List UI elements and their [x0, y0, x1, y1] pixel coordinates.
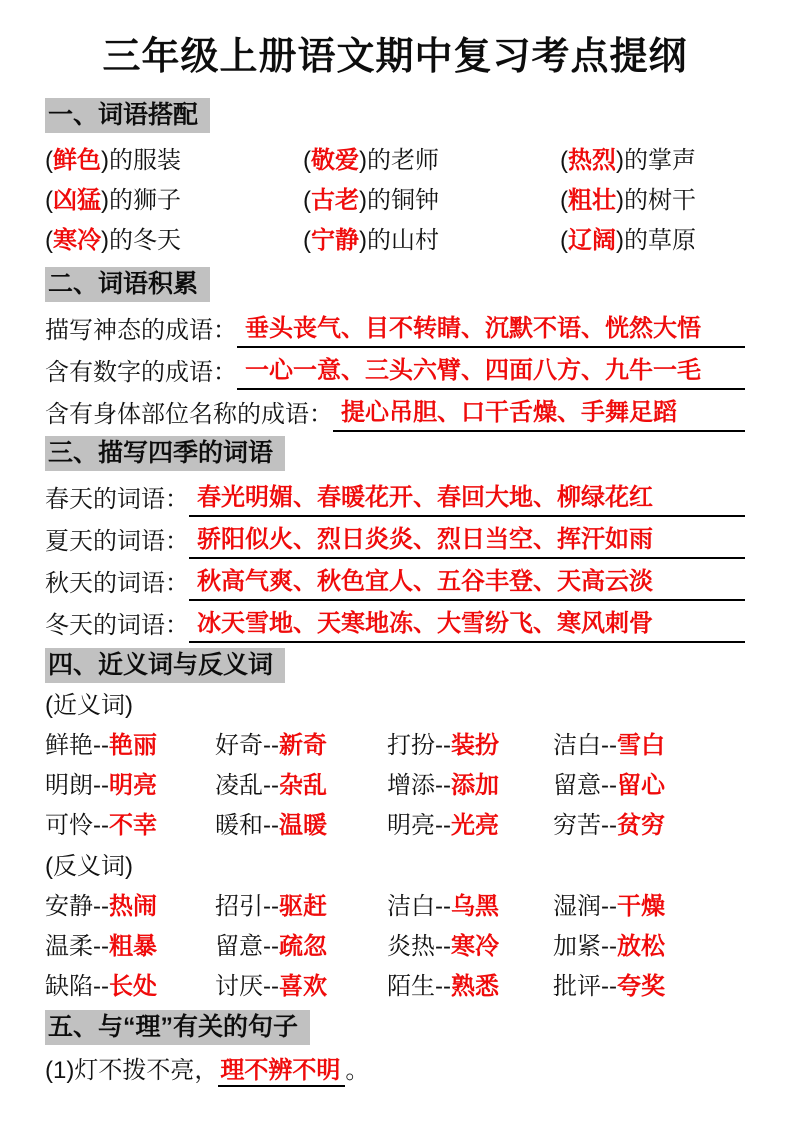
pair-word: 加紧 [553, 932, 601, 960]
pair-rest: )的掌声 [616, 146, 696, 174]
fill-line-label: 冬天的词语： [45, 611, 189, 639]
pair-word: 明亮 [387, 811, 435, 839]
pair-answer: 鲜色 [53, 146, 101, 174]
pair-answer: 热烈 [568, 146, 616, 174]
pair-answer: 粗壮 [568, 186, 616, 214]
word-pair [45, 221, 303, 261]
fill-line-answer: 骄阳似火、烈日炎炎、烈日当空、挥汗如雨 [197, 525, 653, 553]
fill-line-answer: 春光明媚、春暖花开、春回大地、柳绿花红 [197, 483, 653, 511]
synonym-pair [387, 726, 553, 766]
pair-separator: -- [601, 811, 617, 839]
pair-answer: 放松 [616, 932, 665, 960]
synonyms-label: (近义词) [45, 691, 133, 719]
pair-word: 缺陷 [45, 972, 93, 1000]
section-heading-li-sentences: 五、与“理”有关的句子 [45, 1010, 310, 1045]
pair-word: 洁白 [387, 892, 435, 920]
synonym-pair [45, 726, 215, 766]
pair-answer: 添加 [450, 771, 499, 799]
pair-word: 讨厌 [215, 972, 263, 1000]
paren-open: ( [560, 186, 568, 214]
sentence-prefix: (1)灯不拨不亮， [45, 1056, 219, 1084]
antonym-pair [45, 887, 215, 927]
antonym-pair [553, 887, 745, 927]
pair-separator: -- [263, 892, 279, 920]
pair-answer: 夸奖 [616, 972, 665, 1000]
pair-rest: )的冬天 [101, 226, 181, 254]
pair-separator: -- [263, 811, 279, 839]
antonyms-grid [45, 887, 745, 1007]
fill-line-blank [189, 519, 745, 559]
pair-answer: 乌黑 [450, 892, 499, 920]
pair-separator: -- [93, 771, 109, 799]
pair-rest: )的老师 [359, 146, 439, 174]
pair-separator: -- [263, 972, 279, 1000]
fill-line-blank [237, 350, 745, 390]
pair-word: 安静 [45, 892, 93, 920]
pair-word: 明朗 [45, 771, 93, 799]
pair-answer: 贫穷 [616, 811, 665, 839]
pair-word: 打扮 [387, 731, 435, 759]
paren-open: ( [45, 186, 53, 214]
pair-separator: -- [93, 731, 109, 759]
pair-separator: -- [435, 972, 451, 1000]
sentence-line [45, 1054, 745, 1088]
pair-answer: 装扮 [450, 731, 499, 759]
pair-answer: 寒冷 [450, 932, 499, 960]
word-pair [45, 181, 303, 221]
fill-line-blank [189, 603, 745, 643]
pair-word: 招引 [215, 892, 263, 920]
pair-word: 穷苦 [553, 811, 601, 839]
pair-separator: -- [601, 892, 617, 920]
pair-rest: )的山村 [359, 226, 439, 254]
fill-line-label: 含有数字的成语： [45, 358, 237, 386]
pair-separator: -- [93, 932, 109, 960]
pair-answer: 敬爱 [311, 146, 359, 174]
pair-word: 洁白 [553, 731, 601, 759]
pair-word: 鲜艳 [45, 731, 93, 759]
pair-answer: 雪白 [616, 731, 665, 759]
pair-answer: 明亮 [108, 771, 157, 799]
pair-answer: 熟悉 [450, 972, 499, 1000]
pair-word: 暖和 [215, 811, 263, 839]
pair-answer: 留心 [616, 771, 665, 799]
fill-line-label: 描写神态的成语： [45, 316, 237, 344]
pair-separator: -- [93, 972, 109, 1000]
word-pair [560, 221, 745, 261]
pair-answer: 古老 [311, 186, 359, 214]
fill-line [45, 306, 745, 348]
pair-answer: 光亮 [450, 811, 499, 839]
paren-open: ( [303, 146, 311, 174]
antonym-pair [45, 967, 215, 1007]
pair-rest: )的狮子 [101, 186, 181, 214]
fill-line-label: 含有身体部位名称的成语： [45, 400, 333, 428]
word-pair [45, 141, 303, 181]
sentence-answer: 理不辨不明 [218, 1057, 345, 1087]
fill-line-label: 夏天的词语： [45, 527, 189, 555]
pair-word: 陌生 [387, 972, 435, 1000]
pair-separator: -- [435, 771, 451, 799]
fill-line-label: 秋天的词语： [45, 569, 189, 597]
pair-answer: 温暖 [278, 811, 327, 839]
antonym-pair [387, 887, 553, 927]
antonym-pair [387, 967, 553, 1007]
pair-rest: )的草原 [616, 226, 696, 254]
pair-separator: -- [263, 771, 279, 799]
pair-word: 湿润 [553, 892, 601, 920]
fill-line [45, 390, 745, 432]
word-pair [303, 221, 560, 261]
fill-line [45, 348, 745, 390]
pair-answer: 喜欢 [278, 972, 327, 1000]
pair-separator: -- [601, 932, 617, 960]
pair-answer: 寒冷 [53, 226, 101, 254]
fill-line-answer: 冰天雪地、天寒地冻、大雪纷飞、寒风刺骨 [197, 609, 653, 637]
pair-answer: 粗暴 [108, 932, 157, 960]
pair-separator: -- [435, 811, 451, 839]
page-title: 三年级上册语文期中复习考点提纲 [102, 36, 688, 78]
synonym-pair [387, 806, 553, 846]
paren-open: ( [45, 226, 53, 254]
synonym-pair [553, 806, 745, 846]
pair-separator: -- [263, 932, 279, 960]
pair-answer: 不幸 [108, 811, 157, 839]
pair-rest: )的铜钟 [359, 186, 439, 214]
fill-line [45, 559, 745, 601]
pair-word: 好奇 [215, 731, 263, 759]
synonym-pair [387, 766, 553, 806]
pair-answer: 新奇 [278, 731, 327, 759]
section-heading-word-accumulation: 二、词语积累 [45, 267, 210, 302]
pair-word: 炎热 [387, 932, 435, 960]
pair-separator: -- [601, 972, 617, 1000]
pair-answer: 长处 [108, 972, 157, 1000]
pair-separator: -- [601, 771, 617, 799]
word-matching-grid [45, 141, 745, 261]
pair-separator: -- [93, 811, 109, 839]
pair-answer: 艳丽 [108, 731, 157, 759]
antonym-pair [553, 927, 745, 967]
sentence-suffix: 。 [345, 1056, 370, 1084]
word-pair [560, 181, 745, 221]
section-heading-word-matching: 一、词语搭配 [45, 98, 210, 133]
pair-word: 批评 [553, 972, 601, 1000]
word-pair [303, 181, 560, 221]
antonyms-label: (反义词) [45, 852, 133, 880]
pair-answer: 凶猛 [53, 186, 101, 214]
pair-word: 留意 [553, 771, 601, 799]
pair-word: 增添 [387, 771, 435, 799]
antonym-pair [215, 927, 387, 967]
fill-line-answer: 提心吊胆、口干舌燥、手舞足蹈 [341, 398, 677, 426]
synonym-pair [215, 806, 387, 846]
antonym-pair [215, 887, 387, 927]
pair-answer: 辽阔 [568, 226, 616, 254]
pair-separator: -- [435, 932, 451, 960]
synonym-pair [45, 806, 215, 846]
pair-word: 温柔 [45, 932, 93, 960]
fill-line-answer: 秋高气爽、秋色宜人、五谷丰登、天高云淡 [197, 567, 653, 595]
fill-line [45, 517, 745, 559]
fill-line [45, 475, 745, 517]
paren-open: ( [303, 226, 311, 254]
pair-separator: -- [93, 892, 109, 920]
pair-rest: )的树干 [616, 186, 696, 214]
section-heading-synonyms-antonyms: 四、近义词与反义词 [45, 648, 285, 683]
synonym-pair [215, 766, 387, 806]
pair-answer: 宁静 [311, 226, 359, 254]
antonym-pair [387, 927, 553, 967]
section-heading-four-seasons: 三、描写四季的词语 [45, 436, 285, 471]
fill-line-blank [189, 477, 745, 517]
fill-line [45, 601, 745, 643]
paren-open: ( [560, 226, 568, 254]
antonym-pair [45, 927, 215, 967]
pair-word: 凌乱 [215, 771, 263, 799]
pair-answer: 热闹 [108, 892, 157, 920]
antonym-pair [553, 967, 745, 1007]
paren-open: ( [560, 146, 568, 174]
pair-rest: )的服装 [101, 146, 181, 174]
pair-answer: 驱赶 [278, 892, 327, 920]
pair-answer: 干燥 [616, 892, 665, 920]
pair-separator: -- [435, 892, 451, 920]
paren-open: ( [303, 186, 311, 214]
synonym-pair [553, 766, 745, 806]
pair-separator: -- [435, 731, 451, 759]
pair-separator: -- [263, 731, 279, 759]
synonym-pair [45, 766, 215, 806]
word-pair [303, 141, 560, 181]
paren-open: ( [45, 146, 53, 174]
fill-line-label: 春天的词语： [45, 485, 189, 513]
word-pair [560, 141, 745, 181]
fill-line-blank [189, 561, 745, 601]
pair-answer: 疏忽 [278, 932, 327, 960]
synonym-pair [553, 726, 745, 766]
antonym-pair [215, 967, 387, 1007]
fill-line-answer: 垂头丧气、目不转睛、沉默不语、恍然大悟 [245, 314, 701, 342]
synonyms-grid [45, 726, 745, 846]
synonym-pair [215, 726, 387, 766]
pair-answer: 杂乱 [278, 771, 327, 799]
pair-word: 可怜 [45, 811, 93, 839]
fill-line-answer: 一心一意、三头六臂、四面八方、九牛一毛 [245, 356, 701, 384]
fill-line-blank [333, 392, 745, 432]
pair-separator: -- [601, 731, 617, 759]
fill-line-blank [237, 308, 745, 348]
pair-word: 留意 [215, 932, 263, 960]
